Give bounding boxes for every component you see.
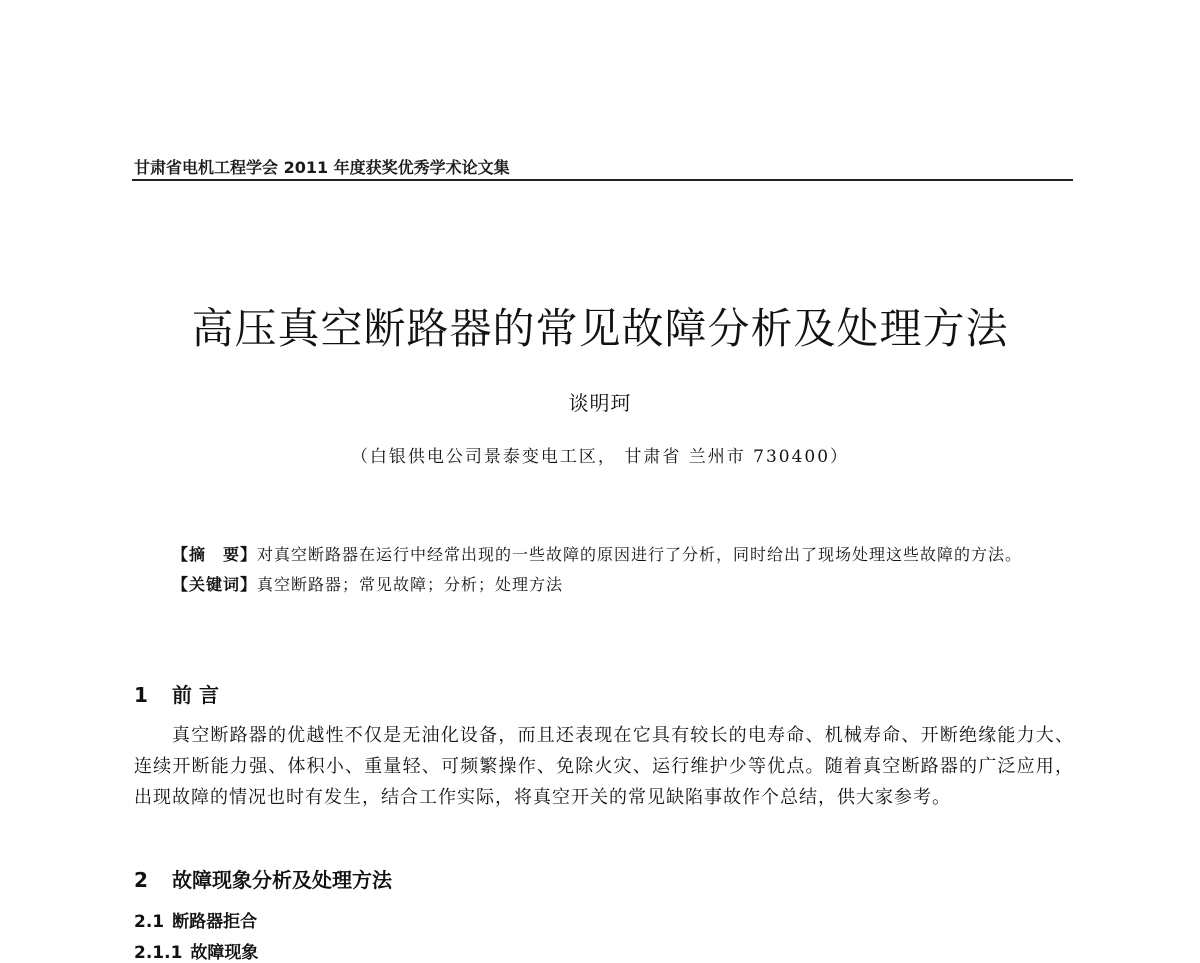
header-rule (132, 179, 1073, 181)
keywords-paragraph (134, 570, 1074, 600)
section-number: 1 (134, 683, 148, 707)
section-number: 2 (134, 868, 148, 892)
section-title: 前 言 (172, 683, 219, 707)
subsection-number: 2.1 (134, 912, 165, 932)
section-title: 故障现象分析及处理方法 (172, 868, 392, 892)
subsection-heading-2-1 (134, 907, 257, 932)
author-name: 谈明珂 (568, 391, 632, 415)
author-affiliation: （白银供电公司景泰变电工区， 甘肃省 兰州市 730400） (350, 447, 850, 467)
subsection-number: 2.1.1 (134, 943, 183, 963)
section-heading-2 (134, 864, 392, 893)
running-header: 甘肃省电机工程学会 2011 年度获奖优秀学术论文集 (134, 158, 510, 177)
abstract-paragraph (134, 540, 1074, 570)
paper-title: 高压真空断路器的常见故障分析及处理方法 (191, 304, 1009, 353)
subsection-heading-2-1-1 (134, 938, 258, 963)
section-1-body: 真空断路器的优越性不仅是无油化设备，而且还表现在它具有较长的电寿命、机械寿命、开断绝缘能力大、连续开断能力强、体积小、重量轻、可频繁操作、免除火灾、运行维护少等优点。随着真空断路器的广泛应用，出现故障的情况也时有发生，结合工作实际，将真空开关的常见缺陷事故作个总结，供大家参考。 (134, 725, 1074, 808)
abstract-tag: 【摘 要】 (172, 545, 258, 564)
subsection-title: 断路器拒合 (172, 912, 258, 932)
keywords-tag: 【关键词】 (172, 575, 258, 594)
keywords-text: 真空断路器；常见故障；分析；处理方法 (257, 575, 564, 594)
abstract-block (134, 540, 1074, 600)
abstract-text: 对真空断路器在运行中经常出现的一些故障的原因进行了分析，同时给出了现场处理这些故障的方法。 (257, 545, 1023, 564)
subsection-title: 故障现象 (190, 943, 259, 963)
section-heading-1 (134, 679, 219, 708)
